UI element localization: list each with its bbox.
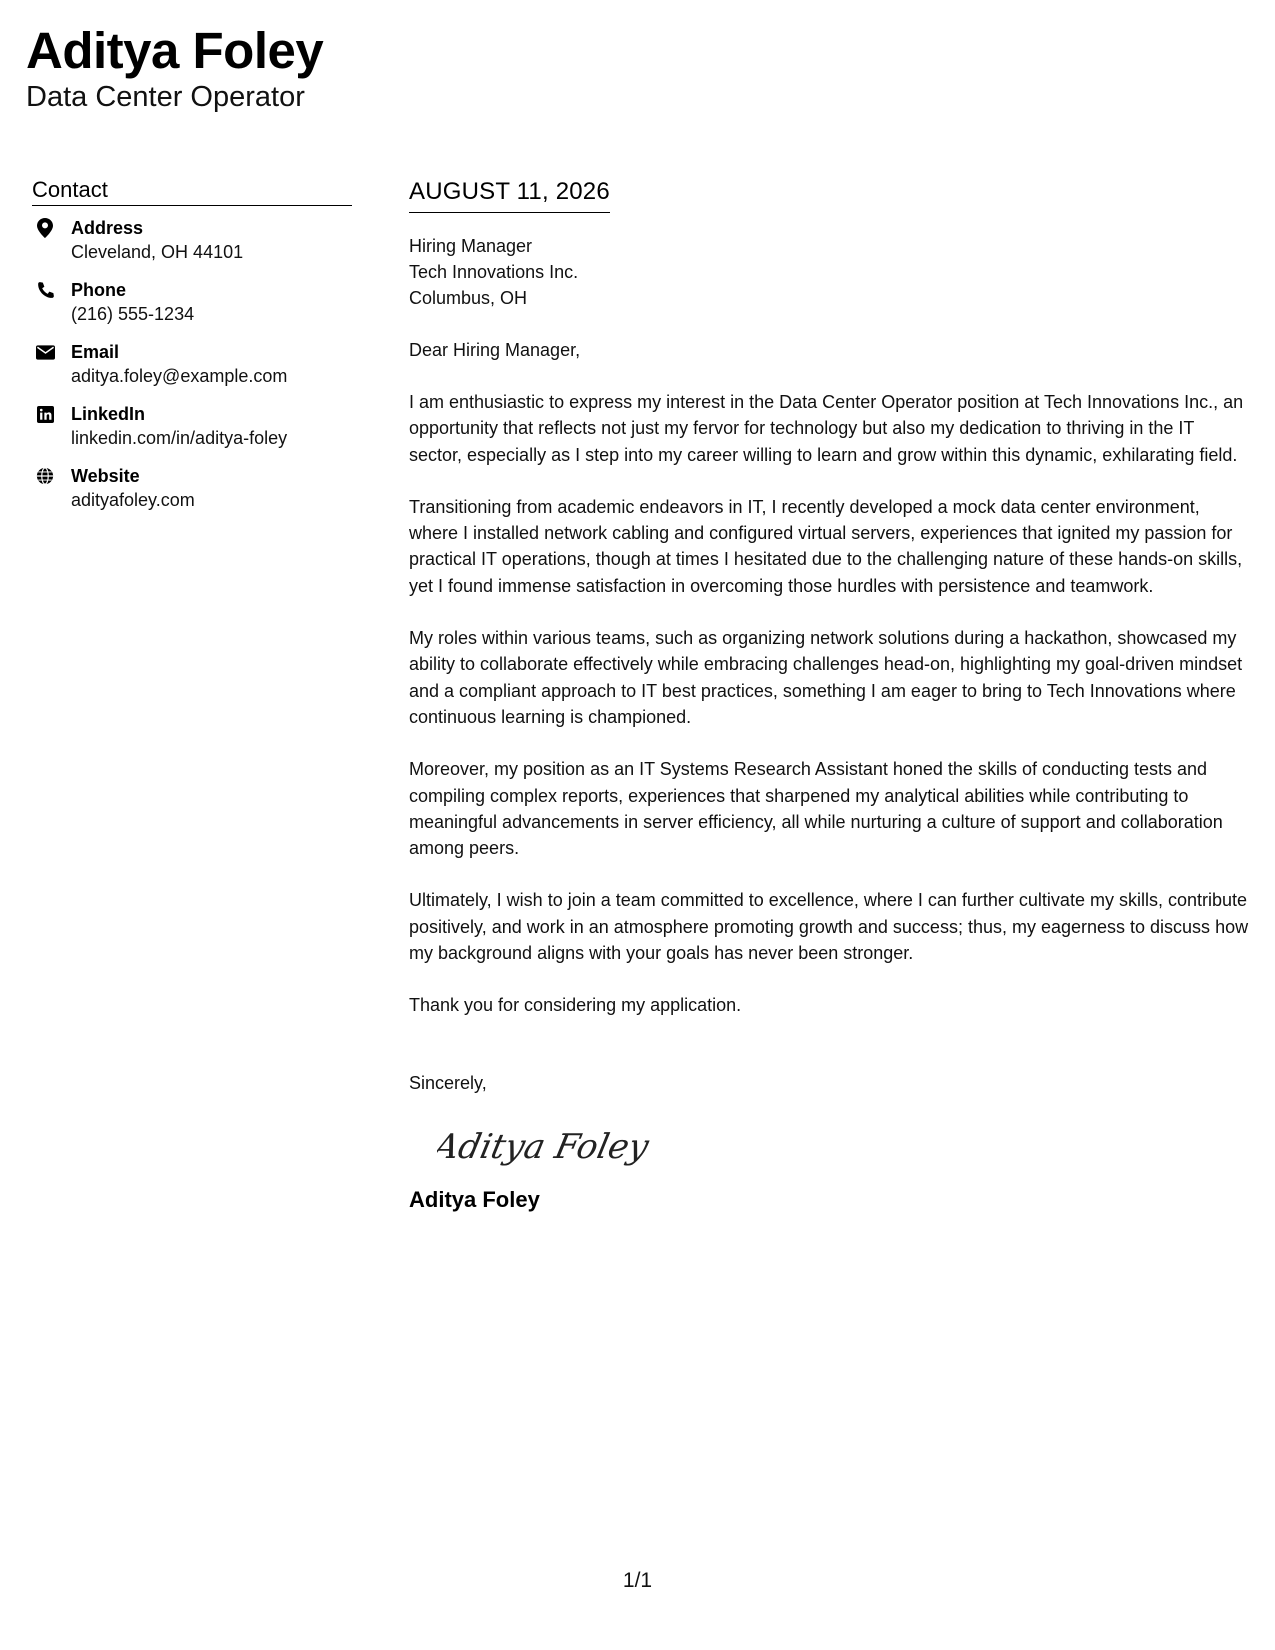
contact-linkedin (32, 402, 352, 450)
contact-value: (216) 555-1234 (71, 304, 195, 324)
applicant-title: Data Center Operator (26, 81, 305, 113)
letter-paragraph: I am enthusiastic to express my interest in the Data Center Operator position at Tech Innovations Inc., an opportunity that reflects not just my fervor for technology but also my dedication to thriving in the IT sector, especially as I step into my career willing to learn and grow within this dynamic, exhilarating field. (409, 392, 1244, 465)
letter-date: AUGUST 11, 2026 (409, 176, 610, 213)
recipient-line: Columbus, OH (409, 288, 528, 308)
letter-paragraph: Ultimately, I wish to join a team committed to excellence, where I can further cultivate my skills, contribute positively, and work in an atmosphere promoting growth and success; thus, my eagerness to discuss how my background aligns with your goals has never been stronger. (409, 890, 1249, 964)
contact-label: LinkedIn (71, 404, 146, 424)
contact-label: Address (71, 218, 144, 238)
recipient-line: Tech Innovations Inc. (409, 262, 579, 282)
phone-icon (35, 280, 55, 300)
contact-value[interactable]: aditya.foley@example.com (71, 366, 288, 386)
envelope-icon (35, 342, 55, 362)
recipient-block (409, 233, 1249, 311)
contact-label: Phone (71, 280, 127, 300)
letter-body (409, 176, 1249, 1214)
thanks-line: Thank you for considering my application. (409, 995, 742, 1016)
contact-sidebar (32, 176, 352, 526)
contact-value[interactable]: linkedin.com/in/aditya-foley (71, 428, 288, 448)
contact-label: Website (71, 466, 140, 486)
contact-email (32, 340, 352, 388)
contact-value[interactable]: adityafoley.com (71, 490, 195, 510)
letter-paragraph: My roles within various teams, such as organizing network solutions during a hackathon, showcased my ability to collaborate effectively while embracing challenges head-on, highlighting my goal-driven mindset and a compliant approach to IT best practices, something I am eager to bring to Tech Innovations where continuous learning is championed. (409, 628, 1243, 727)
contact-section-title: Contact (32, 176, 352, 206)
contact-phone (32, 278, 352, 326)
map-pin-icon (35, 218, 55, 238)
letter-paragraph: Transitioning from academic endeavors in IT, I recently developed a mock data center environment, where I installed network cabling and configured virtual servers, experiences that ignited my passion for practical IT operations, though at times I hesitated due to the challenging nature of these hands-on skills, yet I found immense satisfaction in overcoming those hurdles with persistence and teamwork. (409, 496, 1243, 596)
signature-image (437, 1116, 1249, 1176)
globe-icon (35, 466, 55, 486)
page-number: 1/1 (622, 1569, 653, 1592)
contact-address (32, 216, 352, 264)
signer-name: Aditya Foley (409, 1187, 540, 1213)
contact-website (32, 464, 352, 512)
linkedin-icon (35, 404, 55, 424)
header (26, 22, 323, 114)
recipient-line: Hiring Manager (409, 236, 533, 256)
letter-paragraph: Moreover, my position as an IT Systems Research Assistant honed the skills of conducting tests and compiling complex reports, experiences that sharpened my analytical abilities while contributing to meaningful advancements in server efficiency, all while nurturing a culture of support and collaboration among peers. (409, 759, 1223, 859)
svg-text:Aditya Foley: Aditya Foley (437, 1127, 653, 1168)
contact-value: Cleveland, OH 44101 (71, 242, 244, 262)
contact-label: Email (71, 342, 120, 362)
handwritten-signature (437, 1116, 657, 1176)
applicant-name: Aditya Foley (26, 22, 324, 79)
closing: Sincerely, (409, 1073, 487, 1094)
salutation: Dear Hiring Manager, (409, 340, 581, 360)
